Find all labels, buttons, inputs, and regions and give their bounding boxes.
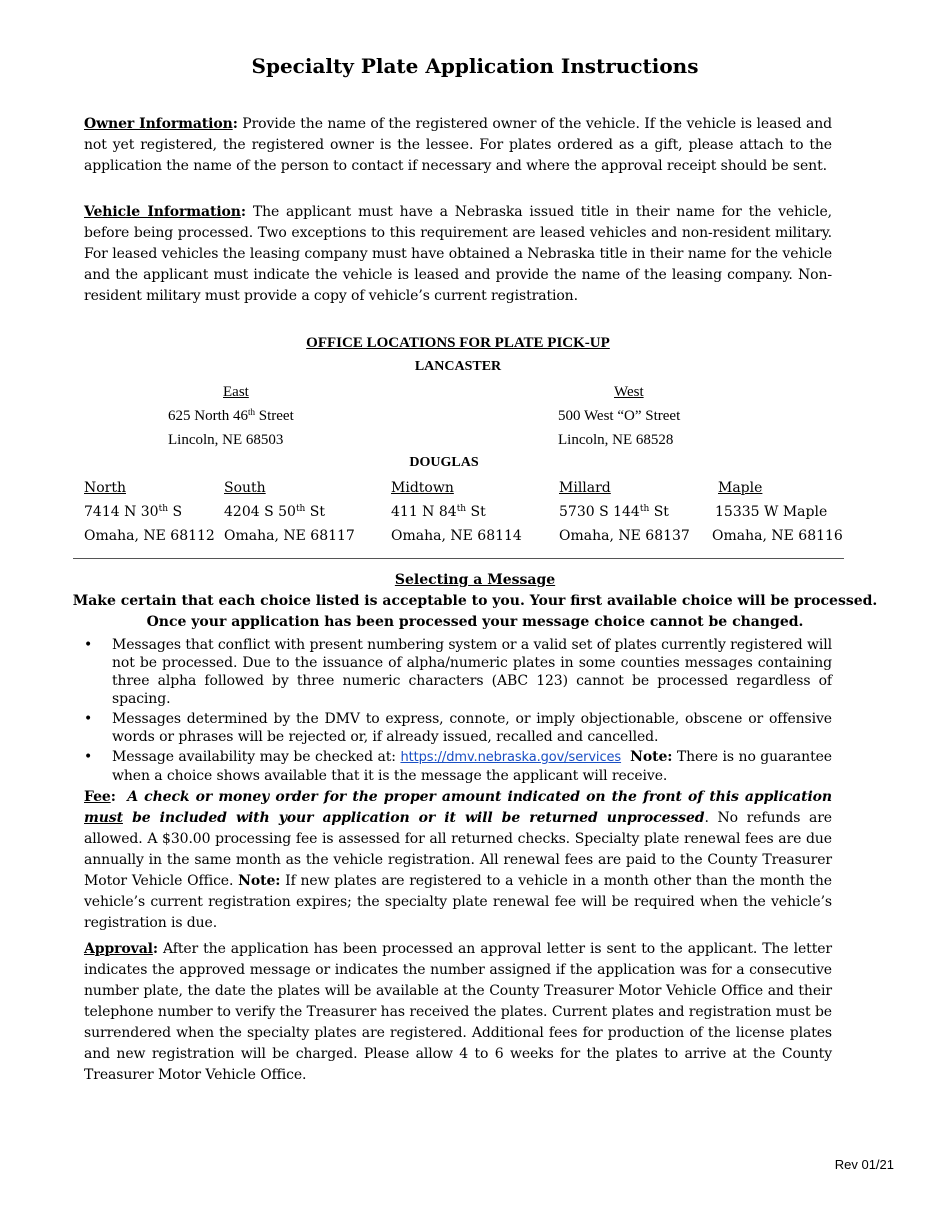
- douglas-millard-street: 5730 S 144th St: [559, 504, 669, 520]
- selecting-message-heading: Selecting a Message: [394, 572, 556, 588]
- owner-information-section: [84, 114, 832, 177]
- approval-section: [84, 939, 832, 1086]
- message-availability-text: Message availability may be checked at:: [112, 749, 401, 765]
- lancaster-east-name: East: [223, 384, 249, 400]
- lancaster-west-street: 500 West “O” Street: [558, 408, 681, 424]
- availability-note-label: Note:: [630, 749, 673, 765]
- douglas-maple-street: 15335 W Maple: [715, 504, 828, 520]
- lancaster-west-name: West: [614, 384, 644, 400]
- approval-colon: :: [152, 941, 158, 957]
- message-rule-objectionable: Messages determined by the DMV to express, connote, or imply objectionable, obscene or offensive words or phrases will be rejected or, if already issued, recalled and cancelled.: [112, 711, 832, 745]
- list-item: [84, 748, 832, 785]
- fee-text-2: If new plates are registered to a vehicle in a month other than the month the vehicle’s current registration expires; the specialty plate renewal fee will be required when the vehicle’s registration is due.: [84, 873, 832, 931]
- douglas-midtown-name: Midtown: [391, 480, 454, 496]
- fee-warning-must: must: [84, 810, 123, 826]
- approval-label: Approval: [84, 941, 153, 957]
- selecting-message-notice-2: Once your application has been processed your message choice cannot be changed.: [146, 614, 804, 630]
- fee-warning-part-1: A check or money order for the proper amount indicated on the front of this application: [127, 789, 832, 805]
- douglas-north-street: 7414 N 30th S: [84, 504, 183, 520]
- fee-note-label: Note:: [238, 873, 281, 889]
- lancaster-east-street: 625 North 46th Street: [168, 407, 294, 424]
- lancaster-east-city: Lincoln, NE 68503: [168, 432, 284, 448]
- vehicle-information-colon: :: [240, 204, 246, 220]
- owner-information-text: Provide the name of the registered owner of the vehicle. If the vehicle is leased and not yet registered, the registered owner is the lessee. For plates ordered as a gift, please attach to the application the name of the person to contact if necessary and where the approval receipt should be sent.: [84, 116, 832, 174]
- lancaster-west-city: Lincoln, NE 68528: [558, 432, 674, 448]
- vehicle-information-label: Vehicle Information: [84, 204, 241, 220]
- vehicle-information-text: The applicant must have a Nebraska issued title in their name for the vehicle, before being processed. Two exceptions to this requirement are leased vehicles and non-resident military. For leased vehicles the leasing company must have obtained a Nebraska title in their name for the vehicle and the applicant must indicate the vehicle is leased and provide the name of the leasing company. Non-resident military must provide a copy of vehicle’s current registration.: [84, 204, 833, 304]
- douglas-maple-name: Maple: [718, 480, 763, 496]
- douglas-millard-city: Omaha, NE 68137: [559, 528, 690, 544]
- section-divider: [73, 558, 844, 559]
- douglas-heading: DOUGLAS: [409, 455, 479, 470]
- page-title: Specialty Plate Application Instructions: [251, 54, 699, 78]
- list-item: [84, 710, 832, 746]
- message-rule-numbering: Messages that conflict with present numbering system or a valid set of plates currently registered will not be processed. Due to the issuance of alpha/numeric plates in some counties messages containing three alpha followed by three numeric characters (ABC 123) cannot be processed regardless of spacing.: [112, 637, 832, 707]
- fee-colon: :: [110, 789, 116, 805]
- approval-text: After the application has been processed an approval letter is sent to the applicant. The letter indicates the approved message or indicates the number assigned if the application was for a consecutive number plate, the date the plates will be available at the County Treasurer Motor Vehicle Office and their telephone number to verify the Treasurer has received the plates. Current plates and registration must be surrendered when the specialty plates are registered. Additional fees for production of the license plates and new registration will be charged. Please allow 4 to 6 weeks for the plates to arrive at the County Treasurer Motor Vehicle Office.: [84, 941, 832, 1083]
- douglas-midtown-street: 411 N 84th St: [391, 504, 486, 520]
- douglas-midtown-city: Omaha, NE 68114: [391, 528, 522, 544]
- bullet-icon: •: [84, 711, 93, 727]
- revision-label: Rev 01/21: [834, 1157, 894, 1172]
- availability-note-text: There is no guarantee when a choice shows available that it is the message the applicant will receive.: [112, 749, 832, 784]
- fee-text-1: . No refunds are allowed. A $30.00 processing fee is assessed for all returned checks. Specialty plate renewal fees are due annually in the same month as the vehicle registration. All renewal fees are paid to the County Treasurer Motor Vehicle Office.: [84, 810, 832, 889]
- fee-label: Fee: [84, 789, 111, 805]
- douglas-north-city: Omaha, NE 68112: [84, 528, 215, 544]
- douglas-millard-name: Millard: [559, 480, 611, 496]
- lancaster-heading: LANCASTER: [414, 359, 502, 374]
- dmv-services-link[interactable]: https://dmv.nebraska.gov/services: [400, 750, 622, 765]
- message-rules-list: [84, 636, 832, 787]
- fee-section: [84, 787, 832, 934]
- vehicle-information-section: [84, 202, 832, 307]
- douglas-south-street: 4204 S 50th St: [224, 504, 326, 520]
- bullet-icon: •: [84, 749, 93, 765]
- douglas-maple-city: Omaha, NE 68116: [712, 528, 843, 544]
- fee-warning-part-2: be included with your application or it will be returned unprocessed: [122, 810, 705, 826]
- bullet-icon: •: [84, 637, 93, 653]
- owner-information-label: Owner Information: [84, 116, 233, 132]
- douglas-south-city: Omaha, NE 68117: [224, 528, 355, 544]
- douglas-south-name: South: [224, 480, 266, 496]
- douglas-north-name: North: [84, 480, 127, 496]
- office-locations-heading: OFFICE LOCATIONS FOR PLATE PICK-UP: [306, 335, 610, 351]
- owner-information-colon: :: [232, 116, 238, 132]
- list-item: [84, 636, 832, 708]
- selecting-message-notice-1: Make certain that each choice listed is acceptable to you. Your first available choice will be processed.: [72, 593, 878, 609]
